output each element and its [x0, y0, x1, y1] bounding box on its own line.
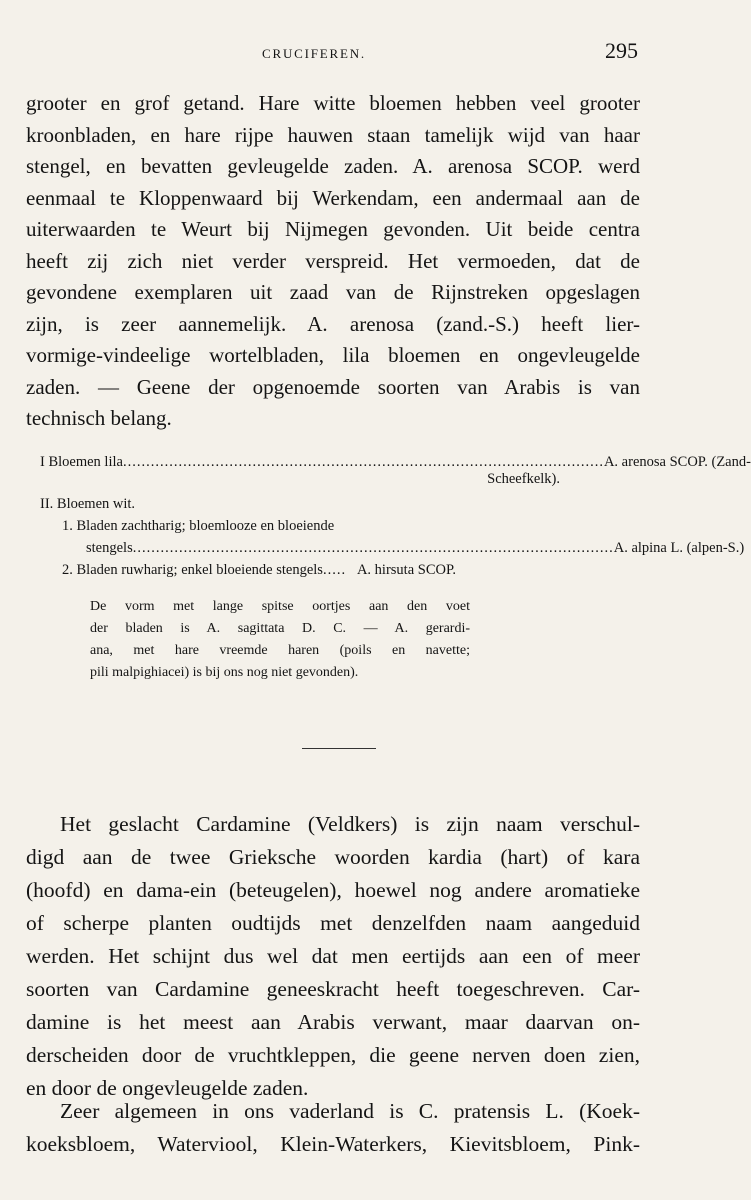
text-line: soorten van Cardamine geneeskracht heeft toegeschreven. Car-: [26, 977, 640, 1001]
paragraph-cardamine-etymology: [26, 808, 640, 1105]
text-line: koeksbloem, Waterviool, Klein-Waterkers, Kievitsbloem, Pink-: [26, 1132, 640, 1156]
text-line: damine is het meest aan Arabis verwant, maar daarvan on-: [26, 1010, 640, 1034]
text-line: derscheiden door de vruchtkleppen, die geene nerven doen zien,: [26, 1043, 640, 1067]
text-line: zaden. — Geene der opgenoemde soorten van Arabis is van: [26, 374, 640, 399]
text-line: Zeer algemeen in ons vaderland is C. pratensis L. (Koek-: [60, 1099, 640, 1123]
section-divider: [302, 748, 376, 749]
paragraph-arabis-description: [26, 88, 640, 435]
text-line: ana, met hare vreemde haren (poils en navette;: [90, 643, 470, 658]
text-line: stengel, en bevatten gevleugelde zaden. A. arenosa SCOP. werd: [26, 154, 640, 178]
key-entry-ii: [40, 493, 640, 515]
text-line: (hoofd) en dama-ein (beteugelen), hoewel nog andere aromatieke: [26, 878, 640, 902]
key-label: II. Bloemen wit.: [40, 496, 136, 512]
key-entry-ii-1: [40, 515, 640, 537]
text-line: of scherpe planten oudtijds met denzelfden naam aangeduid: [26, 911, 640, 935]
key-entry-i: [40, 451, 751, 473]
key-entry-ii-2: [40, 559, 640, 581]
key-result: A. arenosa SCOP. (Zand-: [603, 454, 751, 470]
leader-dots: ........................................................................................................: [132, 540, 614, 556]
text-line: uiterwaarden te Weurt bij Nijmegen gevonden. Uit beide centra: [26, 217, 640, 241]
key-label: 1. Bladen zachtharig; bloemlooze en bloeiende: [62, 518, 335, 534]
key-entry-ii-1-cont: [40, 537, 745, 559]
key-footnote: [90, 596, 470, 684]
text-line: zijn, is zeer aannemelijk. A. arenosa (zand.-S.) heeft lier-: [26, 311, 640, 336]
text-line: gevondene exemplaren uit zaad van de Rijnstreken opgeslagen: [26, 280, 640, 304]
text-line: der bladen is A. sagittata D. C. — A. gerardi-: [90, 621, 470, 636]
key-result-continuation: Scheefkelk).: [487, 471, 560, 487]
identification-key-ii: [40, 493, 745, 581]
page-number: 295: [605, 38, 638, 63]
text-line: technisch belang.: [26, 406, 172, 430]
text-line: grooter en grof getand. Hare witte bloemen hebben veel grooter: [26, 91, 640, 115]
text-line: eenmaal te Kloppenwaard bij Werkendam, een andermaal aan de: [26, 185, 640, 210]
text-line: kroonbladen, en hare rijpe hauwen staan tamelijk wijd van haar: [26, 122, 640, 147]
key-label: I Bloemen lila: [40, 454, 123, 470]
text-line: Het geslacht Cardamine (Veldkers) is zijn naam verschul-: [60, 812, 640, 836]
key-result: A. alpina L. (alpen-S.): [613, 540, 745, 556]
leader-dots: .....: [322, 562, 347, 578]
text-line: pili malpighiacei) is bij ons nog niet gevonden).: [90, 665, 359, 680]
paragraph-cardamine-pratensis: [26, 1095, 640, 1161]
text-line: De vorm met lange spitse oortjes aan den voet: [90, 599, 470, 614]
key-result: A. hirsuta SCOP.: [356, 562, 457, 578]
page-header: [0, 38, 678, 68]
text-line: werden. Het schijnt dus wel dat men eertijds aan een of meer: [26, 944, 640, 968]
text-line: heeft zij zich niet verder verspreid. Het vermoeden, dat de: [26, 248, 640, 273]
text-line: en door de ongevleugelde zaden.: [26, 1076, 309, 1100]
leader-dots: ........................................................................................................: [122, 454, 604, 470]
key-label: stengels: [86, 540, 133, 556]
key-label: 2. Bladen ruwharig; enkel bloeiende stengels: [62, 562, 323, 578]
identification-key-i: [40, 451, 751, 473]
running-head: CRUCIFEREN.: [262, 46, 366, 61]
text-line: digd aan de twee Grieksche woorden kardia (hart) of kara: [26, 845, 640, 869]
text-line: vormige-vindeelige wortelbladen, lila bloemen en ongevleugelde: [26, 343, 640, 367]
